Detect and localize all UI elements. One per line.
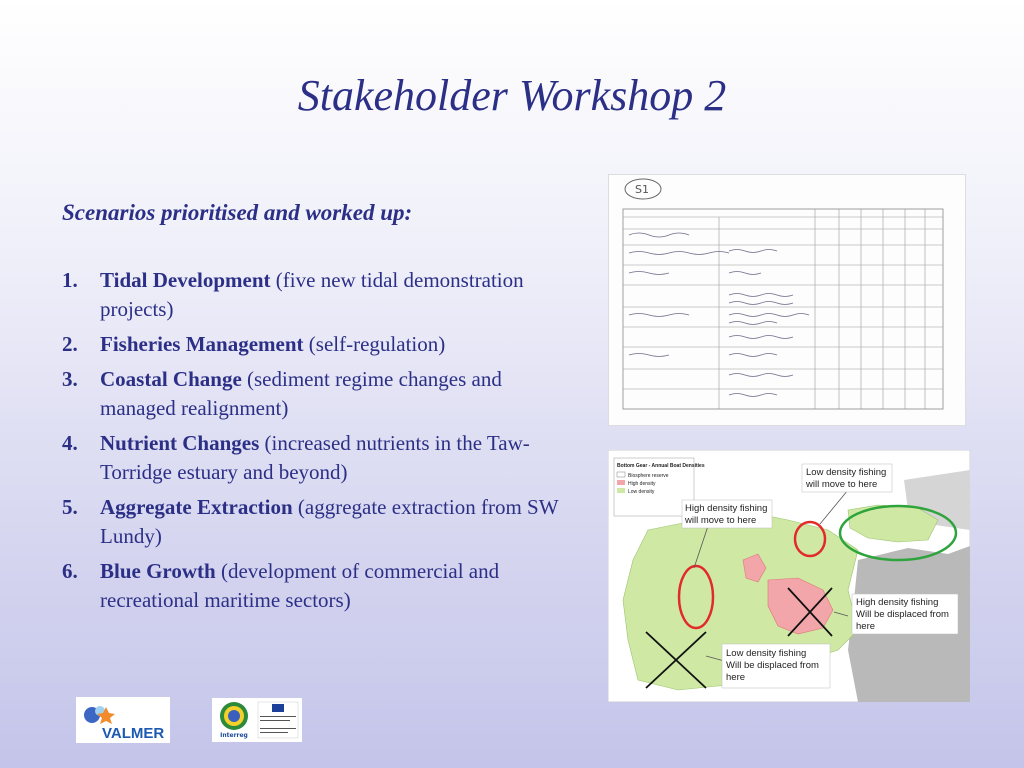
item-desc: (aggregate extraction from SW Lundy) (100, 495, 559, 548)
slide-subtitle: Scenarios prioritised and worked up: (62, 200, 413, 225)
valmer-label: VALMER (102, 725, 165, 742)
item-desc: (development of commercial and recreational maritime sectors) (100, 559, 500, 612)
list-item (62, 330, 572, 359)
list-item (62, 365, 572, 423)
svg-text:Low density fishing: Low density fishing (806, 467, 887, 478)
item-number: 3. (62, 367, 78, 391)
svg-text:Biosphere reserve: Biosphere reserve (628, 473, 669, 479)
item-number: 1. (62, 268, 78, 292)
item-desc: (sediment regime changes and managed realignment) (100, 367, 502, 420)
item-name: Blue Growth (100, 559, 216, 583)
item-number: 5. (62, 495, 78, 519)
item-number: 2. (62, 332, 78, 356)
svg-text:will move to here: will move to here (806, 479, 878, 490)
list-item (62, 266, 572, 324)
list-item (62, 557, 572, 615)
svg-text:Low density fishing: Low density fishing (726, 648, 807, 659)
item-desc: (self-regulation) (303, 332, 446, 356)
svg-text:Will be displaced from: Will be displaced from (726, 660, 819, 671)
worksheet-scan-drawing (609, 175, 965, 425)
svg-text:Will be displaced from: Will be displaced from (856, 609, 949, 620)
svg-text:S1: S1 (635, 183, 649, 196)
fishing-density-map (608, 450, 970, 702)
item-desc: (increased nutrients in the Taw-Torridge estuary and beyond) (100, 431, 530, 484)
interreg-label: Interreg (220, 732, 248, 739)
svg-text:High density fishing: High density fishing (685, 503, 768, 514)
item-name: Coastal Change (100, 367, 242, 391)
svg-text:here: here (856, 621, 876, 632)
item-name: Nutrient Changes (100, 431, 260, 455)
list-item (62, 429, 572, 487)
item-name: Aggregate Extraction (100, 495, 293, 519)
valmer-logo (76, 697, 170, 743)
worksheet-scan-image (608, 174, 966, 426)
scenario-list (62, 266, 572, 621)
item-number: 6. (62, 559, 78, 583)
svg-text:Low density: Low density (628, 489, 655, 495)
item-name: Tidal Development (100, 268, 271, 292)
slide-title: Stakeholder Workshop 2 (297, 71, 727, 120)
list-item (62, 493, 572, 551)
svg-text:will move to here: will move to here (685, 515, 757, 526)
svg-text:here: here (726, 672, 746, 683)
svg-text:High density: High density (628, 481, 656, 487)
svg-text:Bottom Gear - Annual Boat Dens: Bottom Gear - Annual Boat Densities (617, 463, 705, 469)
item-name: Fisheries Management (100, 332, 304, 356)
svg-text:High density fishing: High density fishing (856, 597, 939, 608)
interreg-logo (212, 698, 302, 742)
item-number: 4. (62, 431, 78, 455)
fishing-density-map-drawing (608, 450, 970, 702)
item-desc: (five new tidal demonstration projects) (100, 268, 524, 321)
